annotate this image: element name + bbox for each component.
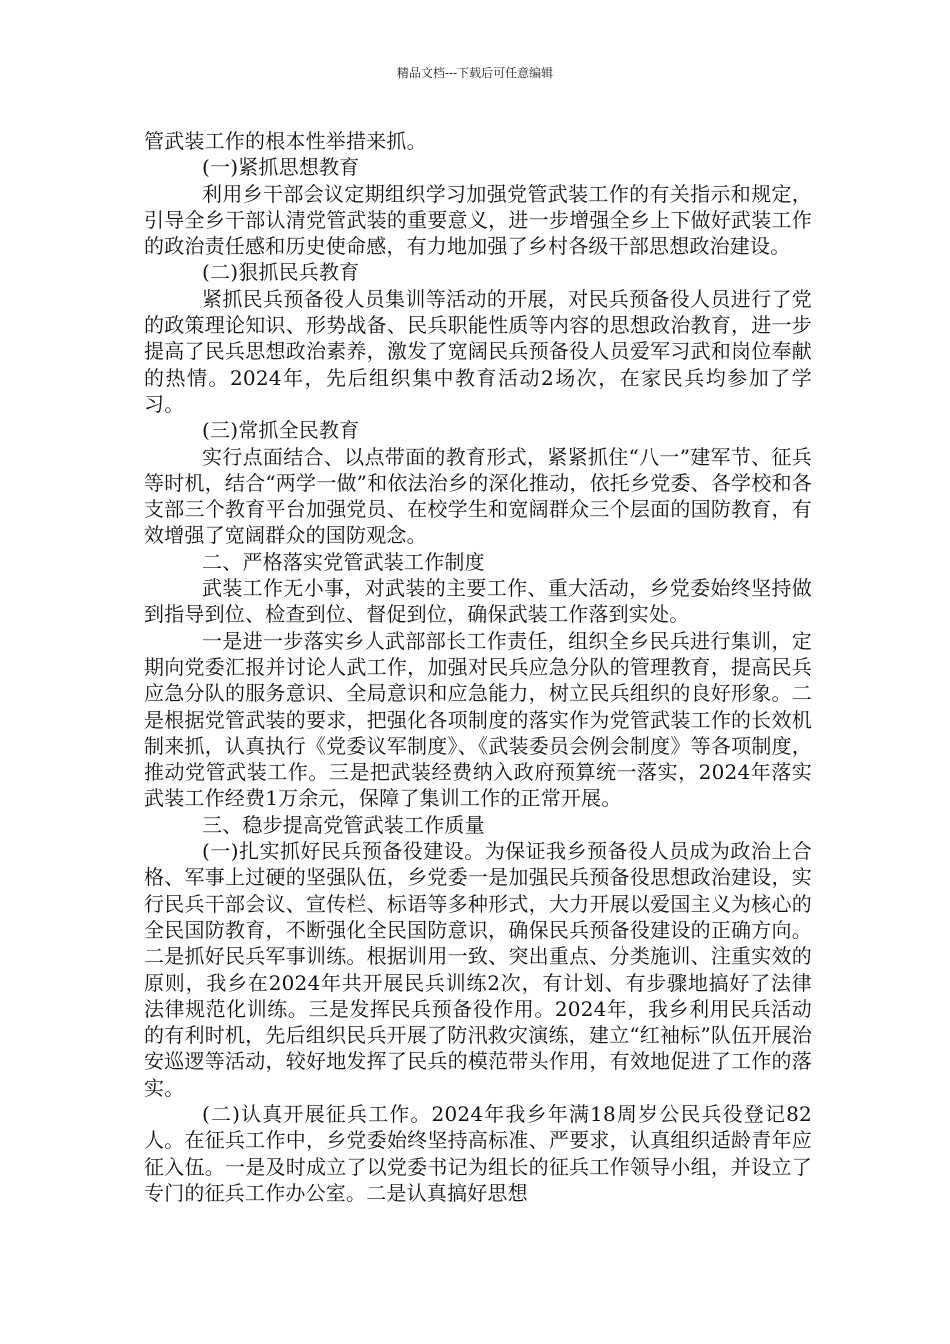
paragraph-conscription-work: (二)认真开展征兵工作。2024年我乡年满18周岁公民兵役登记82人。在征兵工作中，乡党委始终坚持高标准、严要求，认真组织适龄青年应征入伍。一是及时成立了以党委书记为组长的征兵工作领导小组，并设立了专门的征兵工作办公室。二是认真搞好思想: [144, 1101, 812, 1205]
heading-public-education: (三)常抓全民教育: [202, 418, 360, 443]
paragraph-thought-education: 利用乡干部会议定期组织学习加强党管武装工作的有关指示和规定，引导全乡干部认清党管武装的重要意义，进一步增强全乡上下做好武装工作的政治责任感和历史使命感，有力地加强了乡村各级干部思想政治建设。: [144, 181, 812, 259]
heading-militia-education: (二)狠抓民兵教育: [202, 260, 360, 285]
paragraph-section-two-intro: 武装工作无小事，对武装的主要工作、重大活动，乡党委始终坚持做到指导到位、检查到位、督促到位，确保武装工作落到实处。: [144, 576, 812, 627]
paragraph-public-education: 实行点面结合、以点带面的教育形式，紧紧抓住“八一”建军节、征兵等时机，结合“两学一做”和依法治乡的深化推动，依托乡党委、各学校和各支部三个教育平台加强党员、在校学生和宽阔群众三个层面的国防教育，有效增强了宽阔群众的国防观念。: [144, 444, 812, 548]
paragraph-continuation: 管武装工作的根本性举措来抓。: [144, 129, 427, 153]
heading-thought-education: (一)紧抓思想教育: [202, 155, 360, 180]
paragraph-reserve-construction: (一)扎实抓好民兵预备役建设。为保证我乡预备役人员成为政治上合格、军事上过硬的坚强队伍，乡党委一是加强民兵预备役思想政治建设，实行民兵干部会议、宣传栏、标语等多种形式，大力开展以爱国主义为核心的全民国防教育，不断强化全民国防意识，确保民兵预备役建设的正确方向。二是抓好民兵军事训练。根据训用一致、突出重点、分类施训、注重实效的原则，我乡在2024年共开展民兵训练2次，有计划、有步骤地搞好了法律法律规范化训练。三是发挥民兵预备役作用。2024年，我乡利用民兵活动的有利时机，先后组织民兵开展了防汛救灾演练，建立“红袖标”队伍开展治安巡逻等活动，较好地发挥了民兵的模范带头作用，有效地促进了工作的落实。: [144, 839, 812, 1100]
paragraph-section-two-details: 一是进一步落实乡人武部部长工作责任，组织全乡民兵进行集训，定期向党委汇报并讨论人武工作，加强对民兵应急分队的管理教育，提高民兵应急分队的服务意识、全局意识和应急能力，树立民兵组织的良好形象。二是根据党管武装的要求，把强化各项制度的落实作为党管武装工作的长效机制来抓，认真执行《党委议军制度》、《武装委员会例会制度》等各项制度，推动党管武装工作。三是把武装经费纳入政府预算统一落实，2024年落实武装工作经费1万余元，保障了集训工作的正常开展。: [144, 628, 812, 811]
document-body: [144, 128, 812, 1206]
paragraph-militia-education: 紧抓民兵预备役人员集训等活动的开展，对民兵预备役人员进行了党的政策理论知识、形势战备、民兵职能性质等内容的思想政治教育，进一步提高了民兵思想政治素养，激发了宽阔民兵预备役人员爱军习武和岗位奉献的热情。2024年，先后组织集中教育活动2场次，在家民兵均参加了学习。: [144, 286, 812, 416]
section-heading-two: 二、严格落实党管武装工作制度: [202, 549, 485, 574]
section-heading-three: 三、稳步提高党管武装工作质量: [202, 812, 485, 837]
page-header: 精品文档---下载后可任意编辑: [396, 66, 554, 80]
